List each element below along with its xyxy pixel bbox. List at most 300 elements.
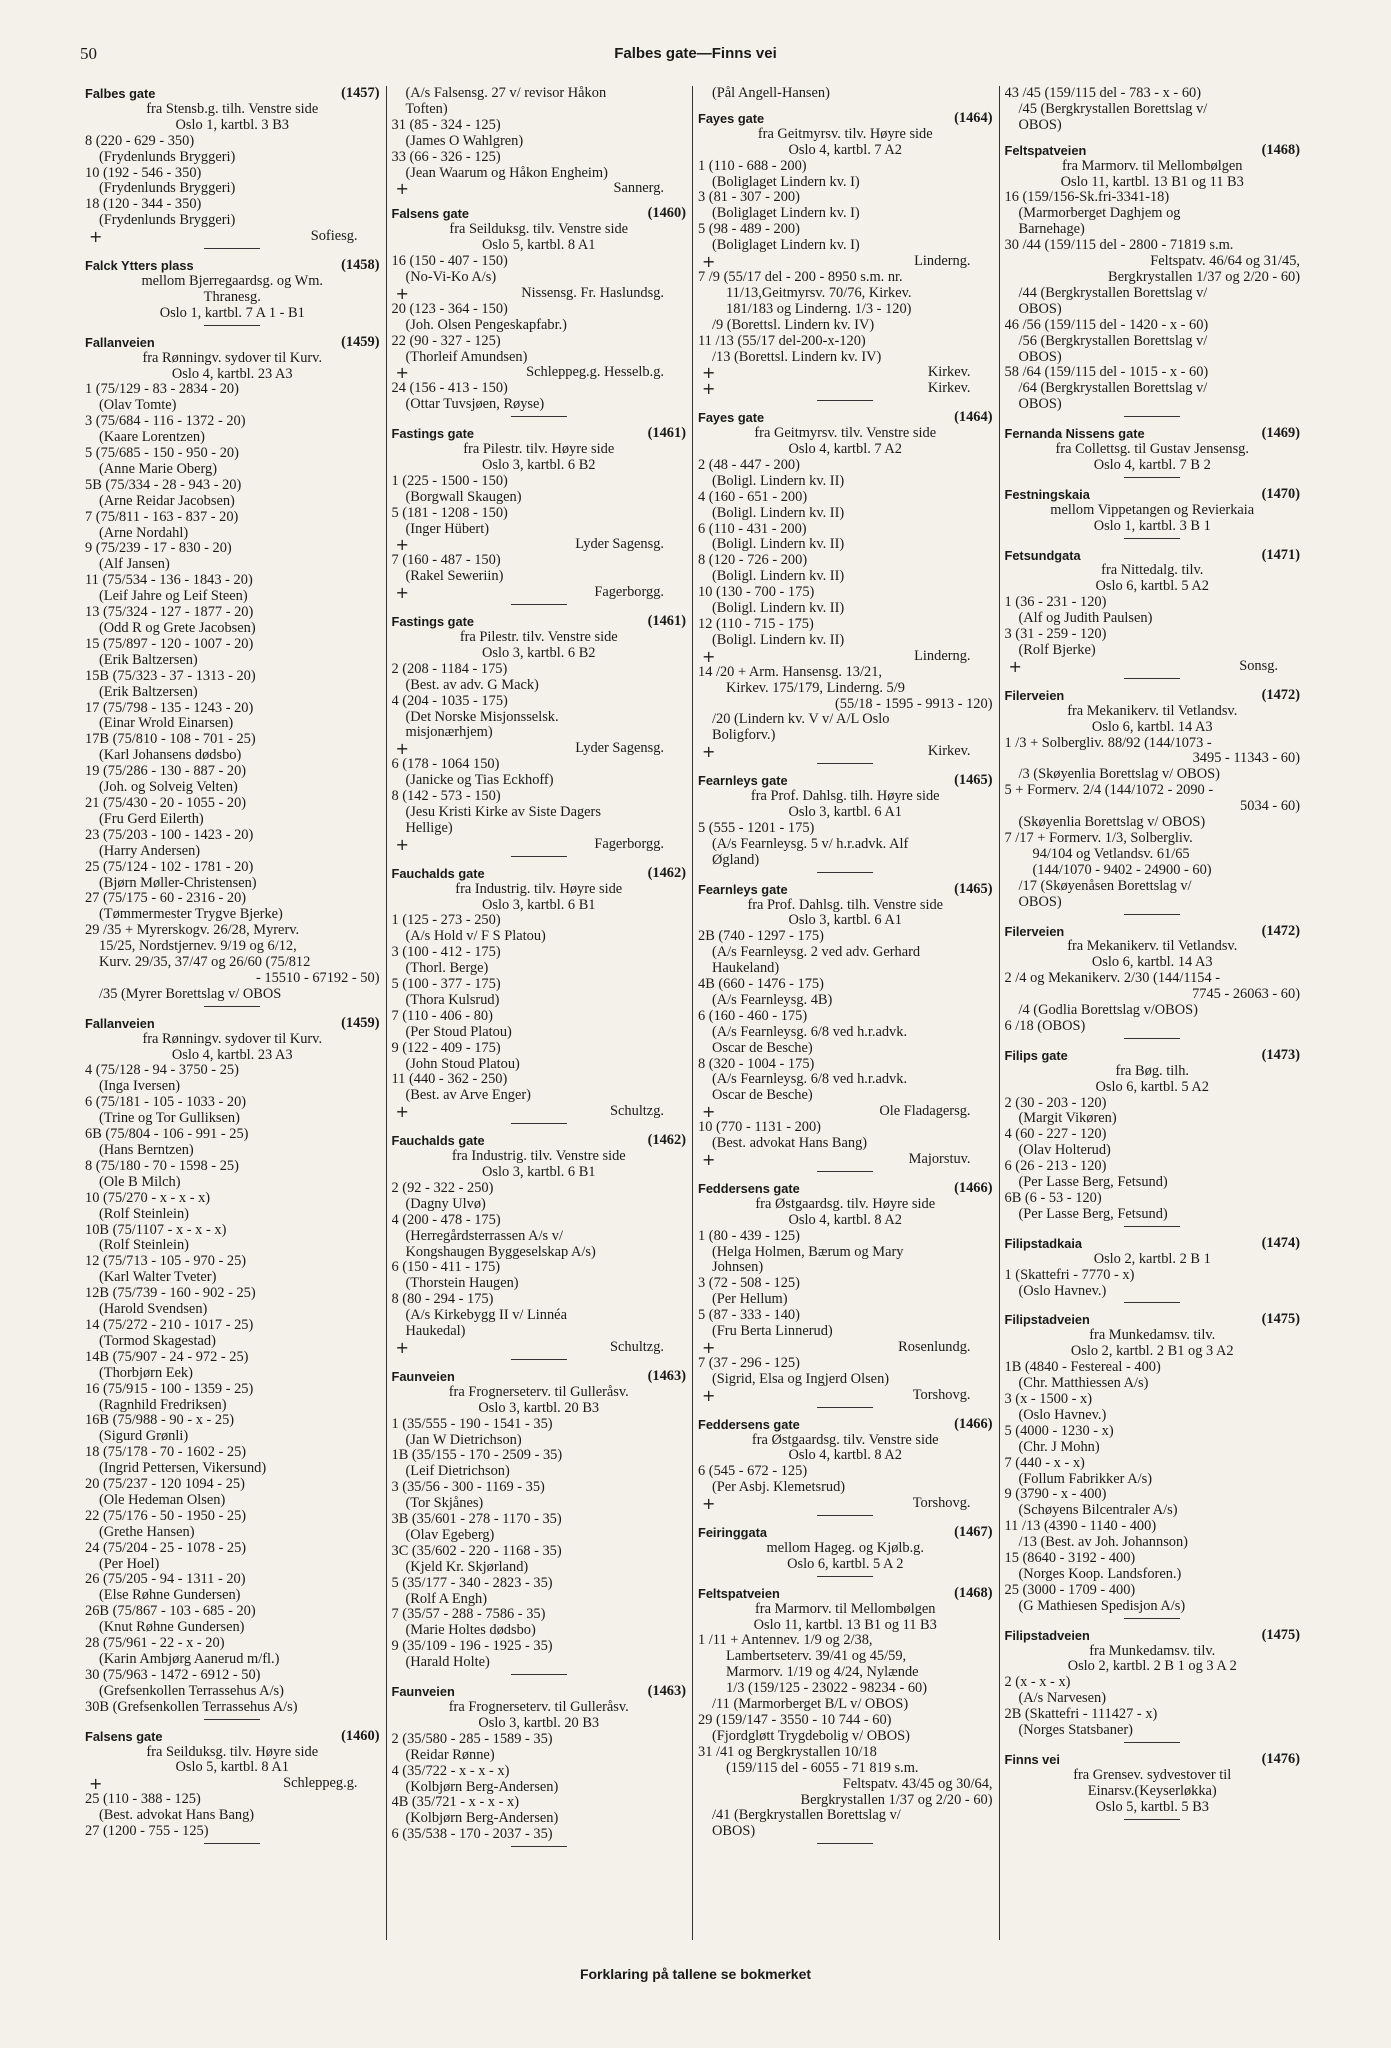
entry-line: 2 (x - x - x) <box>1004 1675 1071 1691</box>
entry-line: (Pål Angell-Hansen) <box>712 86 830 101</box>
entry-line: 94/104 og Vetlandsv. 61/65 <box>1032 846 1190 862</box>
crossing-street <box>392 286 687 302</box>
entry-line: 17B (75/810 - 108 - 701 - 25) <box>85 732 256 748</box>
crossing-street-name: Linderng. <box>914 648 971 664</box>
street-entry <box>1005 426 1301 478</box>
entry-line: 4 (75/128 - 94 - 3750 - 25) <box>85 1063 239 1079</box>
entry-line: (Ragnhild Fredriksen) <box>99 1397 227 1413</box>
street-heading <box>1005 1752 1301 1768</box>
cross-street-icon: + <box>702 365 716 382</box>
entry-line: Oslo 5, kartbl. 5 B3 <box>1095 1799 1210 1815</box>
entry-line: Oslo 4, kartbl. 23 A3 <box>171 366 293 382</box>
entry-line: (Frydenlunds Bryggeri) <box>99 181 236 197</box>
street-entry <box>85 1729 380 1844</box>
street-number: (1474) <box>1261 1234 1300 1251</box>
entry-line: 2 (92 - 322 - 250) <box>391 1180 494 1196</box>
street-heading <box>698 1586 993 1602</box>
entry-line: 8 (320 - 1004 - 175) <box>698 1056 815 1072</box>
entry-line: (Erik Baltzersen) <box>99 652 198 668</box>
entry-line: /11 (Marmorberget B/L v/ OBOS) <box>712 1697 909 1713</box>
entry-line: 5 (75/685 - 150 - 950 - 20) <box>85 446 239 462</box>
entry-line: OBOS) <box>1018 117 1062 133</box>
entry-line: (Inger Hübert) <box>405 521 490 537</box>
entry-line: /41 (Bergkrystallen Borettslag v/ <box>712 1808 901 1824</box>
entry-line: 31 /41 og Bergkrystallen 10/18 <box>698 1744 877 1760</box>
street-number: (1466) <box>954 1415 993 1432</box>
crossing-street-name: Schultzg. <box>610 1104 664 1120</box>
entry-line: (Bjørn Møller-Christensen) <box>99 875 257 891</box>
street-name: Filerveien <box>1004 923 1065 939</box>
street-number: (1464) <box>954 109 993 126</box>
entry-line: misjonærhjem) <box>405 725 493 741</box>
entry-line: 25 (3000 - 1709 - 400) <box>1004 1582 1136 1598</box>
cross-street-icon: + <box>1008 658 1022 675</box>
street-heading <box>698 410 993 426</box>
crossing-street-name: Torshovg. <box>912 1496 971 1512</box>
street-columns <box>80 86 1306 1940</box>
entry-divider <box>511 1674 567 1675</box>
cross-street-icon: + <box>395 741 409 758</box>
entry-line: 4B (660 - 1476 - 175) <box>698 977 824 993</box>
entry-line: fra Grensev. sydvestover til <box>1073 1767 1232 1783</box>
entry-line: (159/115 del - 6055 - 71 819 s.m. <box>726 1760 919 1776</box>
entry-line: (Ole Hedeman Olsen) <box>99 1492 226 1508</box>
street-entry <box>1005 143 1301 417</box>
entry-line: fra Seilduksg. tilv. Venstre side <box>449 222 629 238</box>
entry-line: 16 (159/156-Sk.fri-3341-18) <box>1004 190 1170 206</box>
entry-line: 33 (66 - 326 - 125) <box>391 149 501 165</box>
footer-note: Forklaring på tallene se bokmerket <box>579 1966 812 1982</box>
entry-line: (Ottar Tuvsjøen, Røyse) <box>405 397 545 413</box>
entry-line: fra Mekanikerv. til Vetlandsv. <box>1067 703 1238 719</box>
entry-line: 2 /4 og Mekanikerv. 2/30 (144/1154 - <box>1004 971 1221 987</box>
crossing-street-name: Kirkev. <box>927 381 971 397</box>
entry-line: (Follum Fabrikker A/s) <box>1018 1471 1153 1487</box>
street-number: (1470) <box>1261 485 1300 502</box>
street-number: (1460) <box>647 205 686 222</box>
entry-line: (Harald Holte) <box>405 1655 490 1671</box>
entry-line: (Best. advokat Hans Bang) <box>99 1808 255 1824</box>
entry-line: Oscar de Besche) <box>712 1088 813 1104</box>
entry-line: 1 (Skattefri - 7770 - x) <box>1004 1267 1135 1283</box>
entry-line: 7745 - 26063 - 60) <box>1192 987 1300 1003</box>
entry-line: 6B (6 - 53 - 120) <box>1004 1191 1102 1206</box>
street-heading <box>1005 548 1301 564</box>
entry-line: (Frydenlunds Bryggeri) <box>99 213 236 229</box>
column-1 <box>80 86 387 1940</box>
entry-line: (Rolf Bjerke) <box>1018 643 1096 658</box>
entry-line: Marmorv. 1/19 og 4/24, Nylænde <box>726 1665 919 1681</box>
street-number: (1465) <box>954 772 993 789</box>
street-entry <box>85 258 380 326</box>
street-entry <box>392 614 687 857</box>
entry-line: 16B (75/988 - 90 - x - 25) <box>85 1413 235 1429</box>
entry-line: 20 (75/237 - 120 1094 - 25) <box>85 1477 245 1493</box>
entry-line: 12 (110 - 715 - 175) <box>698 617 814 632</box>
entry-line: (Boligl. Lindern kv. II) <box>712 505 845 521</box>
entry-line: (Tormod Skagestad) <box>99 1333 216 1349</box>
entry-line: 27 (75/175 - 60 - 2316 - 20) <box>85 891 247 907</box>
entry-line: (Jean Waarum og Håkon Engheim) <box>405 165 608 181</box>
entry-line: (Harry Andersen) <box>99 843 201 859</box>
entry-line: Oslo 5, kartbl. 8 A1 <box>175 1760 290 1776</box>
street-number: (1458) <box>341 257 380 274</box>
street-heading <box>1005 1312 1301 1328</box>
entry-line: 16 (75/915 - 100 - 1359 - 25) <box>85 1381 254 1397</box>
entry-divider <box>817 1515 873 1516</box>
street-heading <box>85 1729 380 1745</box>
cross-street-icon: + <box>89 229 103 246</box>
page-number: 50 <box>80 44 97 63</box>
crossing-street <box>698 1496 993 1512</box>
street-name: Falck Ytters plass <box>85 258 194 274</box>
entry-line: 6 (26 - 213 - 120) <box>1004 1159 1107 1175</box>
crossing-street <box>698 254 993 270</box>
entry-line: 3 (81 - 307 - 200) <box>698 190 800 206</box>
entry-line: fra Marmorv. til Mellombølgen <box>1061 158 1243 174</box>
cross-street-icon: + <box>395 1104 409 1121</box>
entry-line: fra Marmorv. til Mellombølgen <box>754 1601 936 1617</box>
entry-line: (Boligl. Lindern kv. II) <box>712 601 845 617</box>
entry-line: Oslo 4, kartbl. 8 A2 <box>788 1212 903 1228</box>
entry-line: (Boligl. Lindern kv. II) <box>712 537 845 553</box>
street-heading <box>1005 426 1301 442</box>
entry-line: fra Industrig. tilv. Høyre side <box>455 881 623 897</box>
entry-line: 18 (120 - 344 - 350) <box>85 197 202 213</box>
cross-street-icon: + <box>702 1387 716 1404</box>
crossing-street <box>85 229 380 245</box>
street-number: (1465) <box>954 880 993 897</box>
crossing-street-name: Sannerg. <box>613 181 664 197</box>
entry-line: Bergkrystallen 1/37 og 2/20 - 60) <box>1108 269 1300 285</box>
street-entry <box>1005 1312 1301 1618</box>
entry-line: 4 (35/722 - x - x - x) <box>391 1763 510 1779</box>
street-heading <box>85 86 380 102</box>
street-name: Fearnleys gate <box>698 773 788 789</box>
entry-line: (Marie Holtes dødsbo) <box>405 1623 536 1639</box>
entry-line: Oslo 11, kartbl. 13 B1 og 11 B3 <box>753 1617 937 1633</box>
street-number: (1459) <box>341 1014 380 1031</box>
entry-line: (Kjeld Kr. Skjørland) <box>405 1559 529 1575</box>
entry-line: 5 (87 - 333 - 140) <box>698 1308 800 1324</box>
entry-line: 6 (110 - 431 - 200) <box>698 521 807 537</box>
crossing-street-name: Kirkev. <box>927 744 971 760</box>
entry-line: Lambertseterv. 39/41 og 45/59, <box>726 1649 907 1665</box>
entry-divider <box>511 1123 567 1124</box>
entry-line: (Jesu Kristi Kirke av Siste Dagers <box>405 804 601 820</box>
entry-line: 25 (75/124 - 102 - 1781 - 20) <box>85 859 254 875</box>
entry-line: 21 (75/430 - 20 - 1055 - 20) <box>85 795 247 811</box>
street-heading <box>392 1133 687 1149</box>
entry-divider <box>1124 1819 1180 1820</box>
entry-line: 30 (75/963 - 1472 - 6912 - 50) <box>85 1667 261 1683</box>
entry-line: 31 (85 - 324 - 125) <box>391 117 501 133</box>
entry-line: Oslo 3, kartbl. 6 A1 <box>788 913 903 929</box>
entry-divider <box>1124 1302 1180 1303</box>
entry-line: 9 (75/239 - 17 - 830 - 20) <box>85 541 232 557</box>
entry-divider <box>1124 1618 1180 1619</box>
entry-line: Oslo 2, kartbl. 2 B 1 og 3 A 2 <box>1067 1659 1237 1675</box>
entry-line: 24 (156 - 413 - 150) <box>391 381 508 397</box>
crossing-street <box>698 1152 993 1168</box>
entry-line: 24 (75/204 - 25 - 1078 - 25) <box>85 1540 247 1556</box>
street-name: Filipstadveien <box>1004 1312 1090 1328</box>
entry-line: 46 /56 (159/115 del - 1420 - x - 60) <box>1004 317 1209 333</box>
street-entry <box>392 86 687 197</box>
street-number: (1467) <box>954 1524 993 1541</box>
street-heading <box>392 866 687 882</box>
entry-line: 2 (208 - 1184 - 175) <box>391 661 508 677</box>
street-entry <box>392 426 687 605</box>
street-heading <box>1005 688 1301 704</box>
entry-line: (Per Hoel) <box>99 1556 160 1572</box>
crossing-street-name: Schultzg. <box>610 1339 664 1355</box>
entry-line: (G Mathiesen Spedisjon A/s) <box>1018 1598 1186 1614</box>
entry-line: /13 (Borettsl. Lindern kv. IV) <box>712 349 882 365</box>
entry-line: Oslo 2, kartbl. 2 B 1 <box>1093 1251 1211 1267</box>
street-number: (1471) <box>1261 546 1300 563</box>
crossing-street-name: Nissensg. Fr. Haslundsg. <box>521 285 664 301</box>
entry-divider <box>511 1846 567 1847</box>
entry-line: 26B (75/867 - 103 - 685 - 20) <box>85 1604 256 1620</box>
entry-line: 5 (4000 - 1230 - x) <box>1004 1423 1114 1439</box>
street-entry <box>85 1016 380 1720</box>
entry-line: 27 (1200 - 755 - 125) <box>85 1824 209 1840</box>
page-header <box>78 44 1313 66</box>
entry-line: Kongshaugen Byggeselskap A/s) <box>405 1244 596 1260</box>
entry-line: 3495 - 11343 - 60) <box>1192 751 1300 767</box>
entry-line: (Kaare Lorentzen) <box>99 430 205 446</box>
street-heading <box>392 1684 687 1700</box>
entry-line: 7 /9 (55/17 del - 200 - 8950 s.m. nr. <box>698 269 903 285</box>
entry-line: /13 (Best. av Joh. Johannson) <box>1018 1535 1188 1551</box>
entry-line: 29 /35 + Myrerskogv. 26/28, Myrerv. <box>85 923 300 939</box>
street-name: Fallanveien <box>85 1015 155 1031</box>
entry-line: 11 (75/534 - 136 - 1843 - 20) <box>85 573 253 589</box>
entry-line: (A/s Kirkebygg II v/ Linnéa <box>405 1308 567 1324</box>
entry-line: fra Østgaardsg. tilv. Høyre side <box>755 1196 936 1212</box>
street-entry <box>1005 487 1301 539</box>
street-name: Fayes gate <box>698 110 765 126</box>
street-entry <box>698 410 993 764</box>
entry-line: fra Bøg. tilh. <box>1115 1063 1190 1079</box>
entry-line: Oslo 4, kartbl. 8 A2 <box>788 1448 903 1464</box>
entry-line: 2B (740 - 1297 - 175) <box>698 929 824 945</box>
entry-line: fra Industrig. tilv. Venstre side <box>451 1149 626 1165</box>
entry-line: (Thora Kulsrud) <box>405 992 500 1008</box>
entry-line: /64 (Bergkrystallen Borettslag v/ <box>1018 381 1208 397</box>
entry-line: /20 (Lindern kv. V v/ A/L Oslo <box>712 712 890 728</box>
entry-line: Oslo 11, kartbl. 13 B1 og 11 B3 <box>1060 174 1244 190</box>
crossing-street <box>698 365 993 381</box>
street-name: Festningskaia <box>1004 486 1090 502</box>
street-entry <box>698 1181 993 1408</box>
entry-line: fra Prof. Dahlsg. tilh. Høyre side <box>750 789 940 805</box>
entry-line: 6 (545 - 672 - 125) <box>698 1464 808 1480</box>
entry-line: 8 (120 - 726 - 200) <box>698 553 808 569</box>
crossing-street-name: Schleppeg.g. <box>283 1776 358 1792</box>
street-number: (1468) <box>1261 141 1300 158</box>
entry-line: (A/s Fearnleysg. 6/8 ved h.r.advk. <box>712 1072 908 1088</box>
entry-line: (Schøyens Bilcentraler A/s) <box>1018 1503 1178 1519</box>
entry-line: 9 (122 - 409 - 175) <box>391 1040 501 1056</box>
entry-line: mellom Bjerregaardsg. og Wm. <box>141 273 324 289</box>
entry-line: (Kolbjørn Berg-Andersen) <box>405 1779 559 1795</box>
entry-line: mellom Hageg. og Kjølb.g. <box>766 1540 924 1556</box>
street-heading <box>392 426 687 442</box>
entry-line: (Joh. Olsen Pengeskapfabr.) <box>405 317 567 333</box>
column-3 <box>693 86 1000 1940</box>
entry-line: (A/s Fearnleysg. 6/8 ved h.r.advk. <box>712 1024 908 1040</box>
street-name: Falsens gate <box>85 1728 163 1744</box>
street-number: (1475) <box>1261 1311 1300 1328</box>
entry-line: fra Prof. Dahlsg. tilh. Venstre side <box>747 897 944 913</box>
entry-line: 5 + Formerv. 2/4 (144/1072 - 2090 - <box>1004 783 1214 799</box>
entry-line: /35 (Myrer Borettslag v/ OBOS <box>99 986 282 1002</box>
street-name: Falbes gate <box>85 86 156 101</box>
street-number: (1463) <box>647 1367 686 1384</box>
entry-line: Oslo 2, kartbl. 2 B1 og 3 A2 <box>1070 1344 1234 1360</box>
entry-line: 2 (35/580 - 285 - 1589 - 35) <box>391 1731 553 1747</box>
entry-line: Oslo 1, kartbl. 3 B 1 <box>1093 518 1211 534</box>
street-number: (1469) <box>1261 425 1300 442</box>
entry-line: fra Pilestr. tilv. Venstre side <box>459 630 618 645</box>
entry-line: (Thorl. Berge) <box>405 961 489 977</box>
entry-line: (55/18 - 1595 - 9913 - 120) <box>835 696 993 712</box>
entry-line: Oslo 3, kartbl. 6 B1 <box>481 897 596 913</box>
entry-line: (Per Lasse Berg, Fetsund) <box>1018 1206 1168 1222</box>
street-number: (1468) <box>954 1584 993 1601</box>
entry-line: (Rolf Steinlein) <box>99 1238 189 1254</box>
entry-line: Oslo 6, kartbl. 5 A2 <box>1095 1079 1210 1095</box>
entry-line: fra Pilestr. tilv. Høyre side <box>463 442 615 458</box>
entry-line: 1/3 (159/125 - 23022 - 98234 - 60) <box>726 1681 928 1697</box>
entry-line: Oslo 1, kartbl. 7 A 1 - B1 <box>159 305 305 321</box>
street-entry <box>1005 1048 1301 1227</box>
entry-line: 7 (160 - 487 - 150) <box>391 553 501 569</box>
entry-line: 9 (3790 - x - 400) <box>1004 1487 1107 1503</box>
entry-line: (Thorleif Amundsen) <box>405 349 528 365</box>
entry-line: (Marmorberget Daghjem og <box>1018 206 1181 222</box>
entry-line: 6B (75/804 - 106 - 991 - 25) <box>85 1127 249 1143</box>
crossing-street-name: Rosenlundg. <box>898 1339 971 1355</box>
street-entry <box>1005 688 1301 915</box>
entry-line: 18 (75/178 - 70 - 1602 - 25) <box>85 1445 247 1461</box>
entry-line: Barnehage) <box>1018 222 1085 238</box>
entry-line: 15/25, Nordstjernev. 9/19 og 6/12, <box>99 939 297 955</box>
entry-line: 22 (90 - 327 - 125) <box>391 333 501 349</box>
entry-line: Oslo 1, kartbl. 3 B3 <box>175 117 290 133</box>
entry-divider <box>1124 538 1180 539</box>
entry-line: (Per Hellum) <box>712 1292 788 1308</box>
street-heading <box>1005 143 1301 159</box>
crossing-street-name: Torshovg. <box>912 1387 971 1403</box>
entry-divider <box>511 1359 567 1360</box>
street-heading <box>1005 1048 1301 1064</box>
entry-line: Kurv. 29/35, 37/47 og 26/60 (75/812 <box>99 955 311 971</box>
entry-line: (Helga Holmen, Bærum og Mary <box>712 1244 904 1260</box>
entry-line: (Erik Baltzersen) <box>99 684 198 700</box>
entry-line: Oslo 4, kartbl. 7 B 2 <box>1093 457 1211 473</box>
street-heading <box>1005 1236 1301 1252</box>
entry-divider <box>817 1171 873 1172</box>
entry-line: 6 (75/181 - 105 - 1033 - 20) <box>85 1095 247 1111</box>
entry-line: (Fru Berta Linnerud) <box>712 1324 833 1340</box>
crossing-street-name: Kirkev. <box>927 365 971 381</box>
entry-line: 58 /64 (159/115 del - 1015 - x - 60) <box>1004 365 1209 381</box>
entry-line: (Best. av adv. G Mack) <box>405 677 539 693</box>
entry-line: 43 /45 (159/115 del - 783 - x - 60) <box>1004 86 1202 101</box>
street-number: (1472) <box>1261 922 1300 939</box>
crossing-street <box>392 741 687 757</box>
entry-line: fra Rønningv. sydover til Kurv. <box>142 1031 323 1047</box>
entry-line: 19 (75/286 - 130 - 887 - 20) <box>85 764 247 780</box>
street-entry <box>392 866 687 1125</box>
entry-line: (Rolf A Engh) <box>405 1591 488 1607</box>
entry-line: 14 (75/272 - 210 - 1017 - 25) <box>85 1317 254 1333</box>
entry-line: fra Nittedalg. tilv. <box>1101 563 1204 579</box>
entry-line: 14B (75/907 - 24 - 972 - 25) <box>85 1349 249 1365</box>
cross-street-icon: + <box>395 585 409 602</box>
street-entry <box>698 1586 993 1845</box>
entry-line: 10 (75/270 - x - x - x) <box>85 1190 211 1206</box>
entry-line: (Fjordgløtt Trygdebolig v/ OBOS) <box>712 1728 910 1744</box>
entry-line: (Thorstein Haugen) <box>405 1276 519 1292</box>
entry-line: 3 (x - 1500 - x) <box>1004 1391 1093 1407</box>
entry-line: mellom Vippetangen og Revierkaia <box>1050 502 1255 518</box>
street-name: Filipstadkaia <box>1004 1235 1083 1251</box>
crossing-street <box>392 365 687 381</box>
entry-line: 8 (80 - 294 - 175) <box>391 1292 494 1308</box>
entry-line: (Harold Svendsen) <box>99 1302 208 1318</box>
entry-line: (Frydenlunds Bryggeri) <box>99 149 236 165</box>
entry-line: 8 (220 - 629 - 350) <box>85 133 195 149</box>
entry-line: 10 (192 - 546 - 350) <box>85 165 202 181</box>
street-entry <box>392 1133 687 1360</box>
cross-street-icon: + <box>702 254 716 270</box>
street-number: (1472) <box>1261 686 1300 703</box>
entry-line: Oslo 3, kartbl. 6 B2 <box>481 645 596 661</box>
crossing-street <box>392 585 687 601</box>
entry-line: (Olav Tomte) <box>99 398 177 414</box>
street-entry <box>392 1369 687 1675</box>
entry-line: OBOS) <box>1018 894 1062 910</box>
entry-line: 1 (125 - 273 - 250) <box>391 913 501 929</box>
entry-line: 2B (Skattefri - 111427 - x) <box>1004 1707 1158 1723</box>
cross-street-icon: + <box>702 1339 716 1356</box>
entry-line: 11 /13 (55/17 del-200-x-120) <box>698 333 866 349</box>
street-entry <box>392 1684 687 1847</box>
entry-line: Oslo 4, kartbl. 7 A2 <box>788 142 903 158</box>
entry-line: 30B (Grefsenkollen Terrassehus A/s) <box>85 1699 298 1715</box>
entry-line: 10B (75/1107 - x - x - x) <box>85 1222 227 1238</box>
entry-line: 22 (75/176 - 50 - 1950 - 25) <box>85 1508 247 1524</box>
entry-line: 25 (110 - 388 - 125) <box>85 1792 201 1808</box>
entry-line: fra Geitmyrsv. tilv. Høyre side <box>757 126 933 142</box>
entry-line: 1 (110 - 688 - 200) <box>698 158 807 174</box>
entry-line: fra Østgaardsg. tilv. Venstre side <box>751 1432 939 1448</box>
entry-line: (Karl Walter Tveter) <box>99 1270 217 1286</box>
entry-line: (A/s Fearnleysg. 4B) <box>712 992 833 1008</box>
entry-line: 7 (37 - 296 - 125) <box>698 1355 800 1371</box>
street-entry <box>1005 86 1301 134</box>
street-heading <box>85 335 380 351</box>
entry-line: Hellige) <box>405 820 453 836</box>
entry-divider <box>817 1407 873 1408</box>
entry-line: 15 (8640 - 3192 - 400) <box>1004 1551 1136 1567</box>
crossing-street-name: Majorstuv. <box>908 1152 971 1167</box>
street-heading <box>698 882 993 898</box>
